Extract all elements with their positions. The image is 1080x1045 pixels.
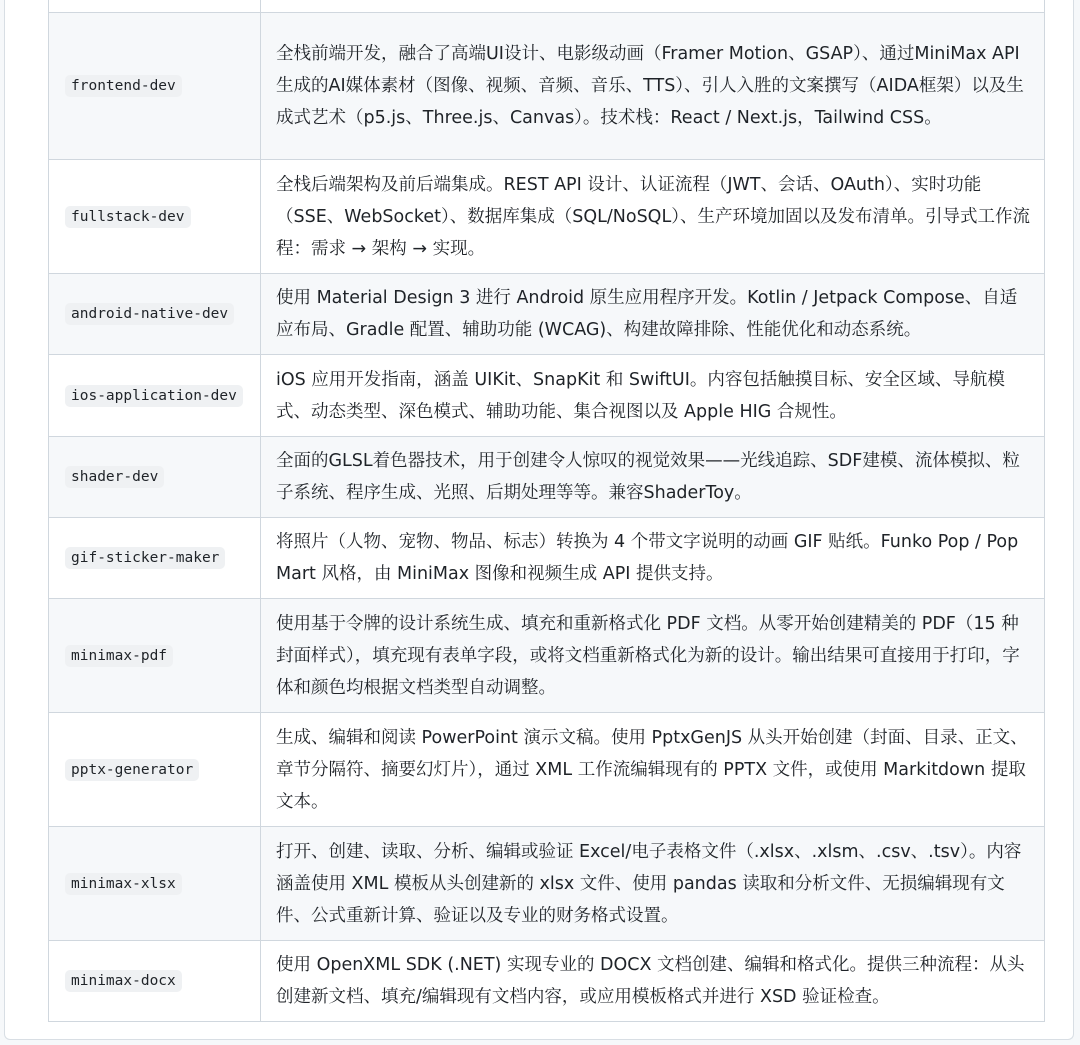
skill-name-code: shader-dev [65,466,164,488]
skill-name-cell [49,160,261,274]
skill-description-cell [261,0,1045,13]
skill-description: iOS 应用开发指南，涵盖 UIKit、SnapKit 和 SwiftUI。内容包括触摸目标、安全区域、导航模式、动态类型、深色模式、辅助功能、集合视图以及 Apple HIG 合规性。 [261,355,1045,437]
skill-description: 全面的GLSL着色器技术，用于创建令人惊叹的视觉效果——光线追踪、SDF建模、流体模拟、粒子系统、程序生成、光照、后期处理等等。兼容ShaderToy。 [261,437,1045,518]
skill-name-code: minimax-pdf [65,645,173,667]
skill-description: 将照片（人物、宠物、物品、标志）转换为 4 个带文字说明的动画 GIF 贴纸。Funko Pop / Pop Mart 风格，由 MiniMax 图像和视频生成 API 提供支持。 [261,518,1045,599]
table-row [49,274,1045,355]
table-row [49,713,1045,827]
skill-description: 使用 OpenXML SDK (.NET) 实现专业的 DOCX 文档创建、编辑和格式化。提供三种流程：从头创建新文档、填充/编辑现有文档内容，或应用模板格式并进行 XSD 验证检查。 [261,941,1045,1022]
skill-name-cell [49,355,261,437]
skills-table [48,0,1045,1022]
table-row [49,355,1045,437]
skill-name-code: minimax-docx [65,970,182,992]
table-row [49,599,1045,713]
table-row [49,941,1045,1022]
table-row [49,437,1045,518]
skill-name-code: fullstack-dev [65,206,191,228]
skill-name-cell [49,518,261,599]
table-row [49,160,1045,274]
skill-name-cell [49,0,261,13]
skill-name-code: gif-sticker-maker [65,547,225,569]
skill-name-code: android-native-dev [65,303,234,325]
readme-panel [4,0,1074,1040]
table-row-partial [49,0,1045,13]
skill-description: 全栈后端架构及前后端集成。REST API 设计、认证流程（JWT、会话、OAuth）、实时功能（SSE、WebSocket）、数据库集成（SQL/NoSQL）、生产环境加固以及发布清单。引导式工作流程：需求 → 架构 → 实现。 [261,160,1045,274]
table-row [49,827,1045,941]
table-row [49,518,1045,599]
skill-name-code: frontend-dev [65,75,182,97]
skill-name-code: pptx-generator [65,759,199,781]
skill-name-cell [49,599,261,713]
skill-name-code: minimax-xlsx [65,873,182,895]
skill-name-code: ios-application-dev [65,385,243,407]
skill-name-cell [49,941,261,1022]
skill-description: 使用 Material Design 3 进行 Android 原生应用程序开发。Kotlin / Jetpack Compose、自适应布局、Gradle 配置、辅助功能 (WCAG)、构建故障排除、性能优化和动态系统。 [261,274,1045,355]
skill-name-cell [49,13,261,160]
skill-name-cell [49,713,261,827]
skill-description: 打开、创建、读取、分析、编辑或验证 Excel/电子表格文件（.xlsx、.xlsm、.csv、.tsv）。内容涵盖使用 XML 模板从头创建新的 xlsx 文件、使用 pandas 读取和分析文件、无损编辑现有文件、公式重新计算、验证以及专业的财务格式设置。 [261,827,1045,941]
skill-description: 全栈前端开发，融合了高端UI设计、电影级动画（Framer Motion、GSAP）、通过MiniMax API生成的AI媒体素材（图像、视频、音频、音乐、TTS）、引人入胜的文案撰写（AIDA框架）以及生成式艺术（p5.js、Three.js、Canvas）。技术栈：React / Next.js，Tailwind CSS。 [261,13,1045,160]
skill-name-cell [49,274,261,355]
skill-description: 使用基于令牌的设计系统生成、填充和重新格式化 PDF 文档。从零开始创建精美的 PDF（15 种封面样式），填充现有表单字段，或将文档重新格式化为新的设计。输出结果可直接用于打印，字体和颜色均根据文档类型自动调整。 [261,599,1045,713]
skill-description: 生成、编辑和阅读 PowerPoint 演示文稿。使用 PptxGenJS 从头开始创建（封面、目录、正文、章节分隔符、摘要幻灯片），通过 XML 工作流编辑现有的 PPTX 文件，或使用 Markitdown 提取文本。 [261,713,1045,827]
skill-name-cell [49,827,261,941]
table-row [49,13,1045,160]
skill-name-cell [49,437,261,518]
